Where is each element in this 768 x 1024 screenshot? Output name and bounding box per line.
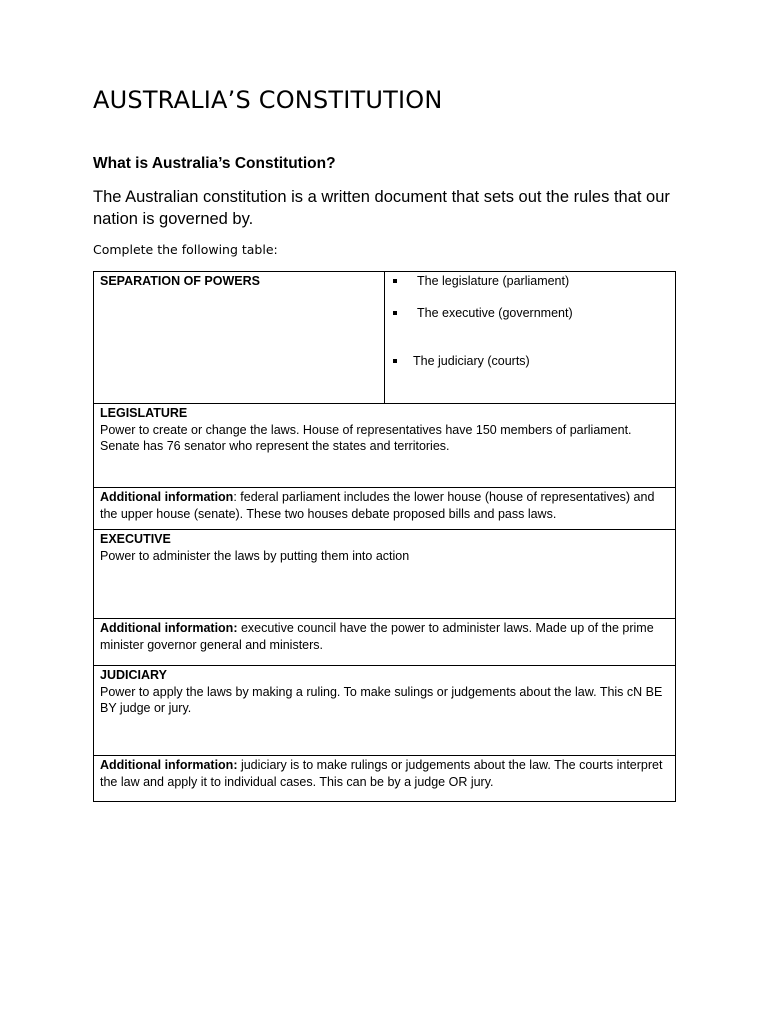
table-row-legislature bbox=[94, 404, 676, 488]
list-item bbox=[391, 305, 669, 322]
list-item bbox=[391, 353, 669, 370]
section-question: What is Australia’s Constitution? bbox=[93, 155, 336, 172]
additional-info-text: executive council have the power to administer laws. Made up of the prime minister governor general and ministers. bbox=[100, 621, 654, 652]
list-item-label: The executive (government) bbox=[417, 305, 573, 320]
table-row-judiciary bbox=[94, 666, 676, 756]
additional-info-label: Additional information: bbox=[100, 621, 238, 635]
square-bullet-icon bbox=[393, 279, 397, 283]
executive-description: Power to administer the laws by putting them into action bbox=[100, 548, 410, 563]
judiciary-info-cell[interactable] bbox=[94, 756, 676, 802]
judiciary-cell[interactable] bbox=[94, 666, 676, 756]
additional-info-label: Additional information: bbox=[100, 758, 238, 772]
list-item-label: The legislature (parliament) bbox=[417, 274, 570, 288]
additional-info-text: : federal parliament includes the lower house (house of representatives) and the upper house (senate). These two houses debate proposed bills and pass laws. bbox=[100, 490, 655, 521]
separation-heading: SEPARATION OF POWERS bbox=[100, 274, 260, 288]
judiciary-heading: JUDICIARY bbox=[100, 668, 167, 682]
executive-cell[interactable] bbox=[94, 530, 676, 619]
intro-paragraph: The Australian constitution is a written document that sets out the rules that our nation is governed by. bbox=[93, 188, 670, 228]
executive-info-cell[interactable] bbox=[94, 619, 676, 666]
table-row-executive bbox=[94, 530, 676, 619]
judiciary-description: Power to apply the laws by making a ruling. To make sulings or judgements about the law. This cN BE BY judge or jury. bbox=[100, 684, 663, 715]
separation-list bbox=[391, 273, 669, 370]
legislature-heading: LEGISLATURE bbox=[100, 406, 188, 420]
square-bullet-icon bbox=[393, 311, 397, 315]
powers-table bbox=[93, 271, 676, 802]
table-row-separation bbox=[94, 272, 676, 404]
table-row-executive-info bbox=[94, 619, 676, 666]
table-instruction: Complete the following table: bbox=[93, 242, 278, 257]
square-bullet-icon bbox=[393, 359, 397, 363]
legislature-description: Power to create or change the laws. House of representatives have 150 members of parliament. Senate has 76 senator who represent the states and territories. bbox=[100, 422, 632, 453]
page-title: AUSTRALIA’S CONSTITUTION bbox=[93, 86, 443, 114]
separation-list-cell[interactable] bbox=[385, 272, 676, 404]
list-item bbox=[391, 273, 669, 290]
separation-cell[interactable] bbox=[94, 272, 385, 404]
list-item-label: The judiciary (courts) bbox=[413, 354, 530, 368]
executive-heading: EXECUTIVE bbox=[100, 532, 171, 546]
table-row-legislature-info bbox=[94, 488, 676, 530]
additional-info-text: judiciary is to make rulings or judgements about the law. The courts interpret the law and apply it to individual cases. This can be by a judge OR jury. bbox=[100, 758, 663, 789]
additional-info-label: Additional information bbox=[100, 490, 234, 504]
table-row-judiciary-info bbox=[94, 756, 676, 802]
legislature-info-cell[interactable] bbox=[94, 488, 676, 530]
legislature-cell[interactable] bbox=[94, 404, 676, 488]
